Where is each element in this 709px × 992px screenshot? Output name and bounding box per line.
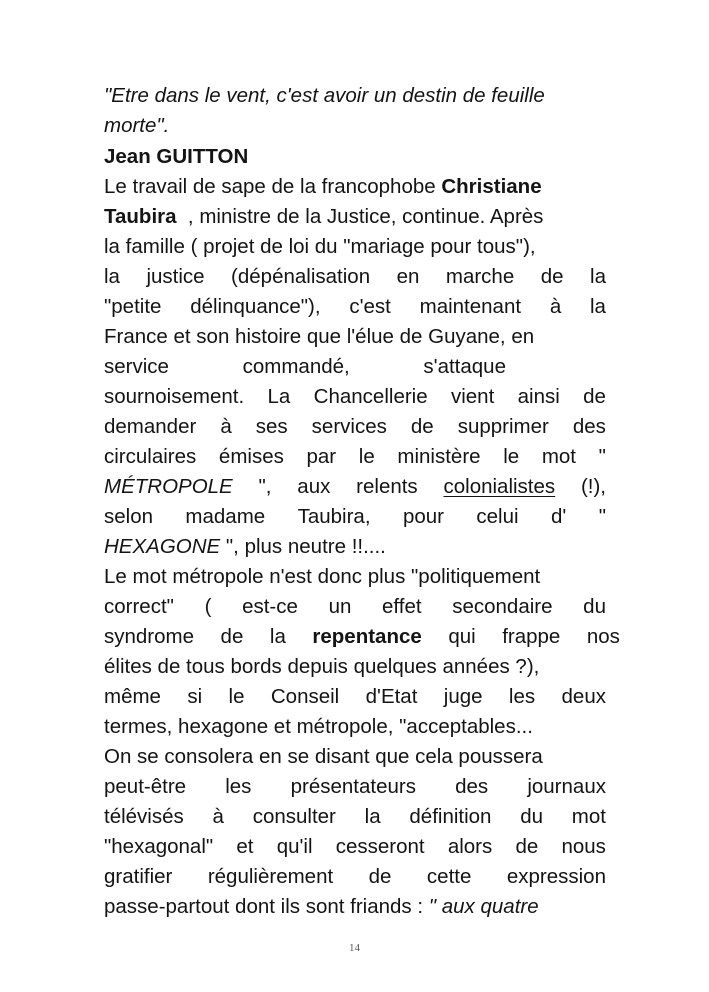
word: un	[328, 595, 352, 618]
word: effet	[382, 595, 422, 618]
p2-line-3	[104, 625, 620, 651]
text-span: qui	[448, 625, 476, 648]
word: "	[598, 445, 606, 468]
word: celui	[476, 505, 519, 528]
word: deux	[561, 685, 606, 708]
word: gratifier	[104, 865, 173, 888]
word: mot	[541, 445, 576, 468]
p2-line-9	[104, 805, 606, 831]
word: (	[204, 595, 212, 618]
word: ministère	[397, 445, 481, 468]
word: de	[368, 865, 392, 888]
word: est-ce	[242, 595, 298, 618]
p1-line-4	[104, 265, 606, 291]
p1-line-10	[104, 445, 606, 471]
word: peut-être	[104, 775, 187, 798]
word: journaux	[527, 775, 606, 798]
word: la	[364, 805, 381, 828]
bold-name: Taubira	[104, 205, 177, 228]
word: ses	[255, 415, 288, 438]
italic-word: MÉTROPOLE	[104, 475, 233, 498]
word: service	[104, 355, 169, 378]
word: par	[306, 445, 337, 468]
word: juge	[443, 685, 483, 708]
italic-word: HEXAGONE	[104, 535, 221, 558]
word: cette	[426, 865, 472, 888]
word: secondaire	[452, 595, 553, 618]
word: pour	[402, 505, 444, 528]
word: vient	[450, 385, 495, 408]
word: définition	[409, 805, 492, 828]
word: selon	[104, 505, 154, 528]
word: émises	[218, 445, 284, 468]
word: Conseil	[270, 685, 340, 708]
word: (dépénalisation	[231, 265, 371, 288]
word: même	[104, 685, 161, 708]
word: "hexagonal"	[104, 835, 214, 858]
p1-line-8	[104, 385, 606, 411]
word: le	[503, 445, 520, 468]
p2-line-12	[104, 895, 539, 921]
p1-line-9	[104, 415, 606, 441]
word: marche	[445, 265, 515, 288]
word: télévisés	[104, 805, 184, 828]
word: mot	[571, 805, 606, 828]
word: supprimer	[457, 415, 549, 438]
word: des	[455, 775, 489, 798]
p1-line-5	[104, 295, 606, 321]
text-span: ", plus neutre !!....	[220, 535, 386, 558]
p2-line-4: élites de tous bords depuis quelques années ?),	[104, 655, 540, 678]
word: à	[212, 805, 224, 828]
word: correct"	[104, 595, 174, 618]
p1-line-3: la famille ( projet de loi du "mariage pour tous"),	[104, 235, 536, 258]
word: de	[410, 415, 434, 438]
p2-line-11	[104, 865, 606, 891]
word: justice	[146, 265, 205, 288]
word: maintenant	[419, 295, 522, 318]
underlined-word: colonialistes	[443, 475, 556, 498]
italic-phrase: " aux quatre	[428, 895, 539, 918]
quote-line-1: "Etre dans le vent, c'est avoir un destin de feuille	[104, 84, 545, 107]
quote-author: Jean GUITTON	[104, 145, 249, 168]
word: sournoisement.	[104, 385, 245, 408]
word: délinquance"),	[190, 295, 321, 318]
word: de	[515, 835, 539, 858]
word: nous	[561, 835, 606, 858]
word: régulièrement	[207, 865, 334, 888]
word: cesseront	[335, 835, 425, 858]
word: si	[187, 685, 203, 708]
word: alors	[447, 835, 493, 858]
word: le	[358, 445, 375, 468]
p1-line-12	[104, 505, 606, 531]
word: à	[549, 295, 562, 318]
word: la	[590, 295, 606, 318]
p2-line-10	[104, 835, 606, 861]
p2-line-6: termes, hexagone et métropole, "acceptables...	[104, 715, 533, 738]
p2-line-7: On se consolera en se disant que cela poussera	[104, 745, 543, 768]
p1-line-2	[104, 205, 543, 231]
bold-name: Christiane	[441, 175, 542, 198]
word: "petite	[104, 295, 162, 318]
text-span: syndrome	[104, 625, 195, 648]
p1-line-7	[104, 355, 506, 381]
word: commandé,	[242, 355, 350, 378]
word: demander	[104, 415, 197, 438]
word: d'Etat	[365, 685, 418, 708]
word: de	[540, 265, 564, 288]
text-span: relents	[356, 475, 418, 498]
word: Chancellerie	[313, 385, 428, 408]
text-span: aux	[297, 475, 331, 498]
p2-line-2	[104, 595, 606, 621]
word: s'attaque	[423, 355, 506, 378]
quote-line-2: morte".	[104, 114, 170, 137]
text-span: passe-partout dont ils sont friands :	[104, 895, 429, 918]
word: à	[220, 415, 232, 438]
word: présentateurs	[290, 775, 416, 798]
text-span: la	[269, 625, 286, 648]
text-span: Le travail de sape de la francophobe	[104, 175, 442, 198]
text-span: nos	[586, 625, 620, 648]
p2-line-1: Le mot métropole n'est donc plus "politiquement	[104, 565, 541, 588]
word: circulaires	[104, 445, 197, 468]
p1-line-13	[104, 535, 386, 561]
word: du	[520, 805, 544, 828]
word: La	[267, 385, 291, 408]
page-number: 14	[349, 942, 360, 954]
word: les	[225, 775, 252, 798]
text-span: frappe	[502, 625, 561, 648]
p2-line-8	[104, 775, 606, 801]
word: d'	[550, 505, 567, 528]
word: de	[583, 385, 606, 408]
text-span: (!),	[580, 475, 606, 498]
word: le	[228, 685, 245, 708]
word: en	[396, 265, 420, 288]
word: les	[508, 685, 536, 708]
word: expression	[506, 865, 606, 888]
word: des	[572, 415, 606, 438]
word: services	[311, 415, 387, 438]
word: madame	[185, 505, 266, 528]
word: et	[236, 835, 254, 858]
word: ainsi	[517, 385, 560, 408]
p1-line-6: France et son histoire que l'élue de Guyane, en	[104, 325, 535, 348]
word: la	[104, 265, 120, 288]
bold-word: repentance	[312, 625, 422, 648]
word: c'est	[349, 295, 391, 318]
text-span: de	[220, 625, 244, 648]
word: Taubira,	[297, 505, 371, 528]
word: consulter	[252, 805, 336, 828]
text-span: , ministre de la Justice, continue. Après	[176, 205, 544, 228]
text-span: ",	[258, 475, 272, 498]
p1-line-1	[104, 175, 542, 201]
word: du	[583, 595, 606, 618]
word: la	[590, 265, 606, 288]
p1-line-11	[104, 475, 606, 501]
word: qu'il	[276, 835, 313, 858]
p2-line-5	[104, 685, 606, 711]
word: "	[598, 505, 606, 528]
